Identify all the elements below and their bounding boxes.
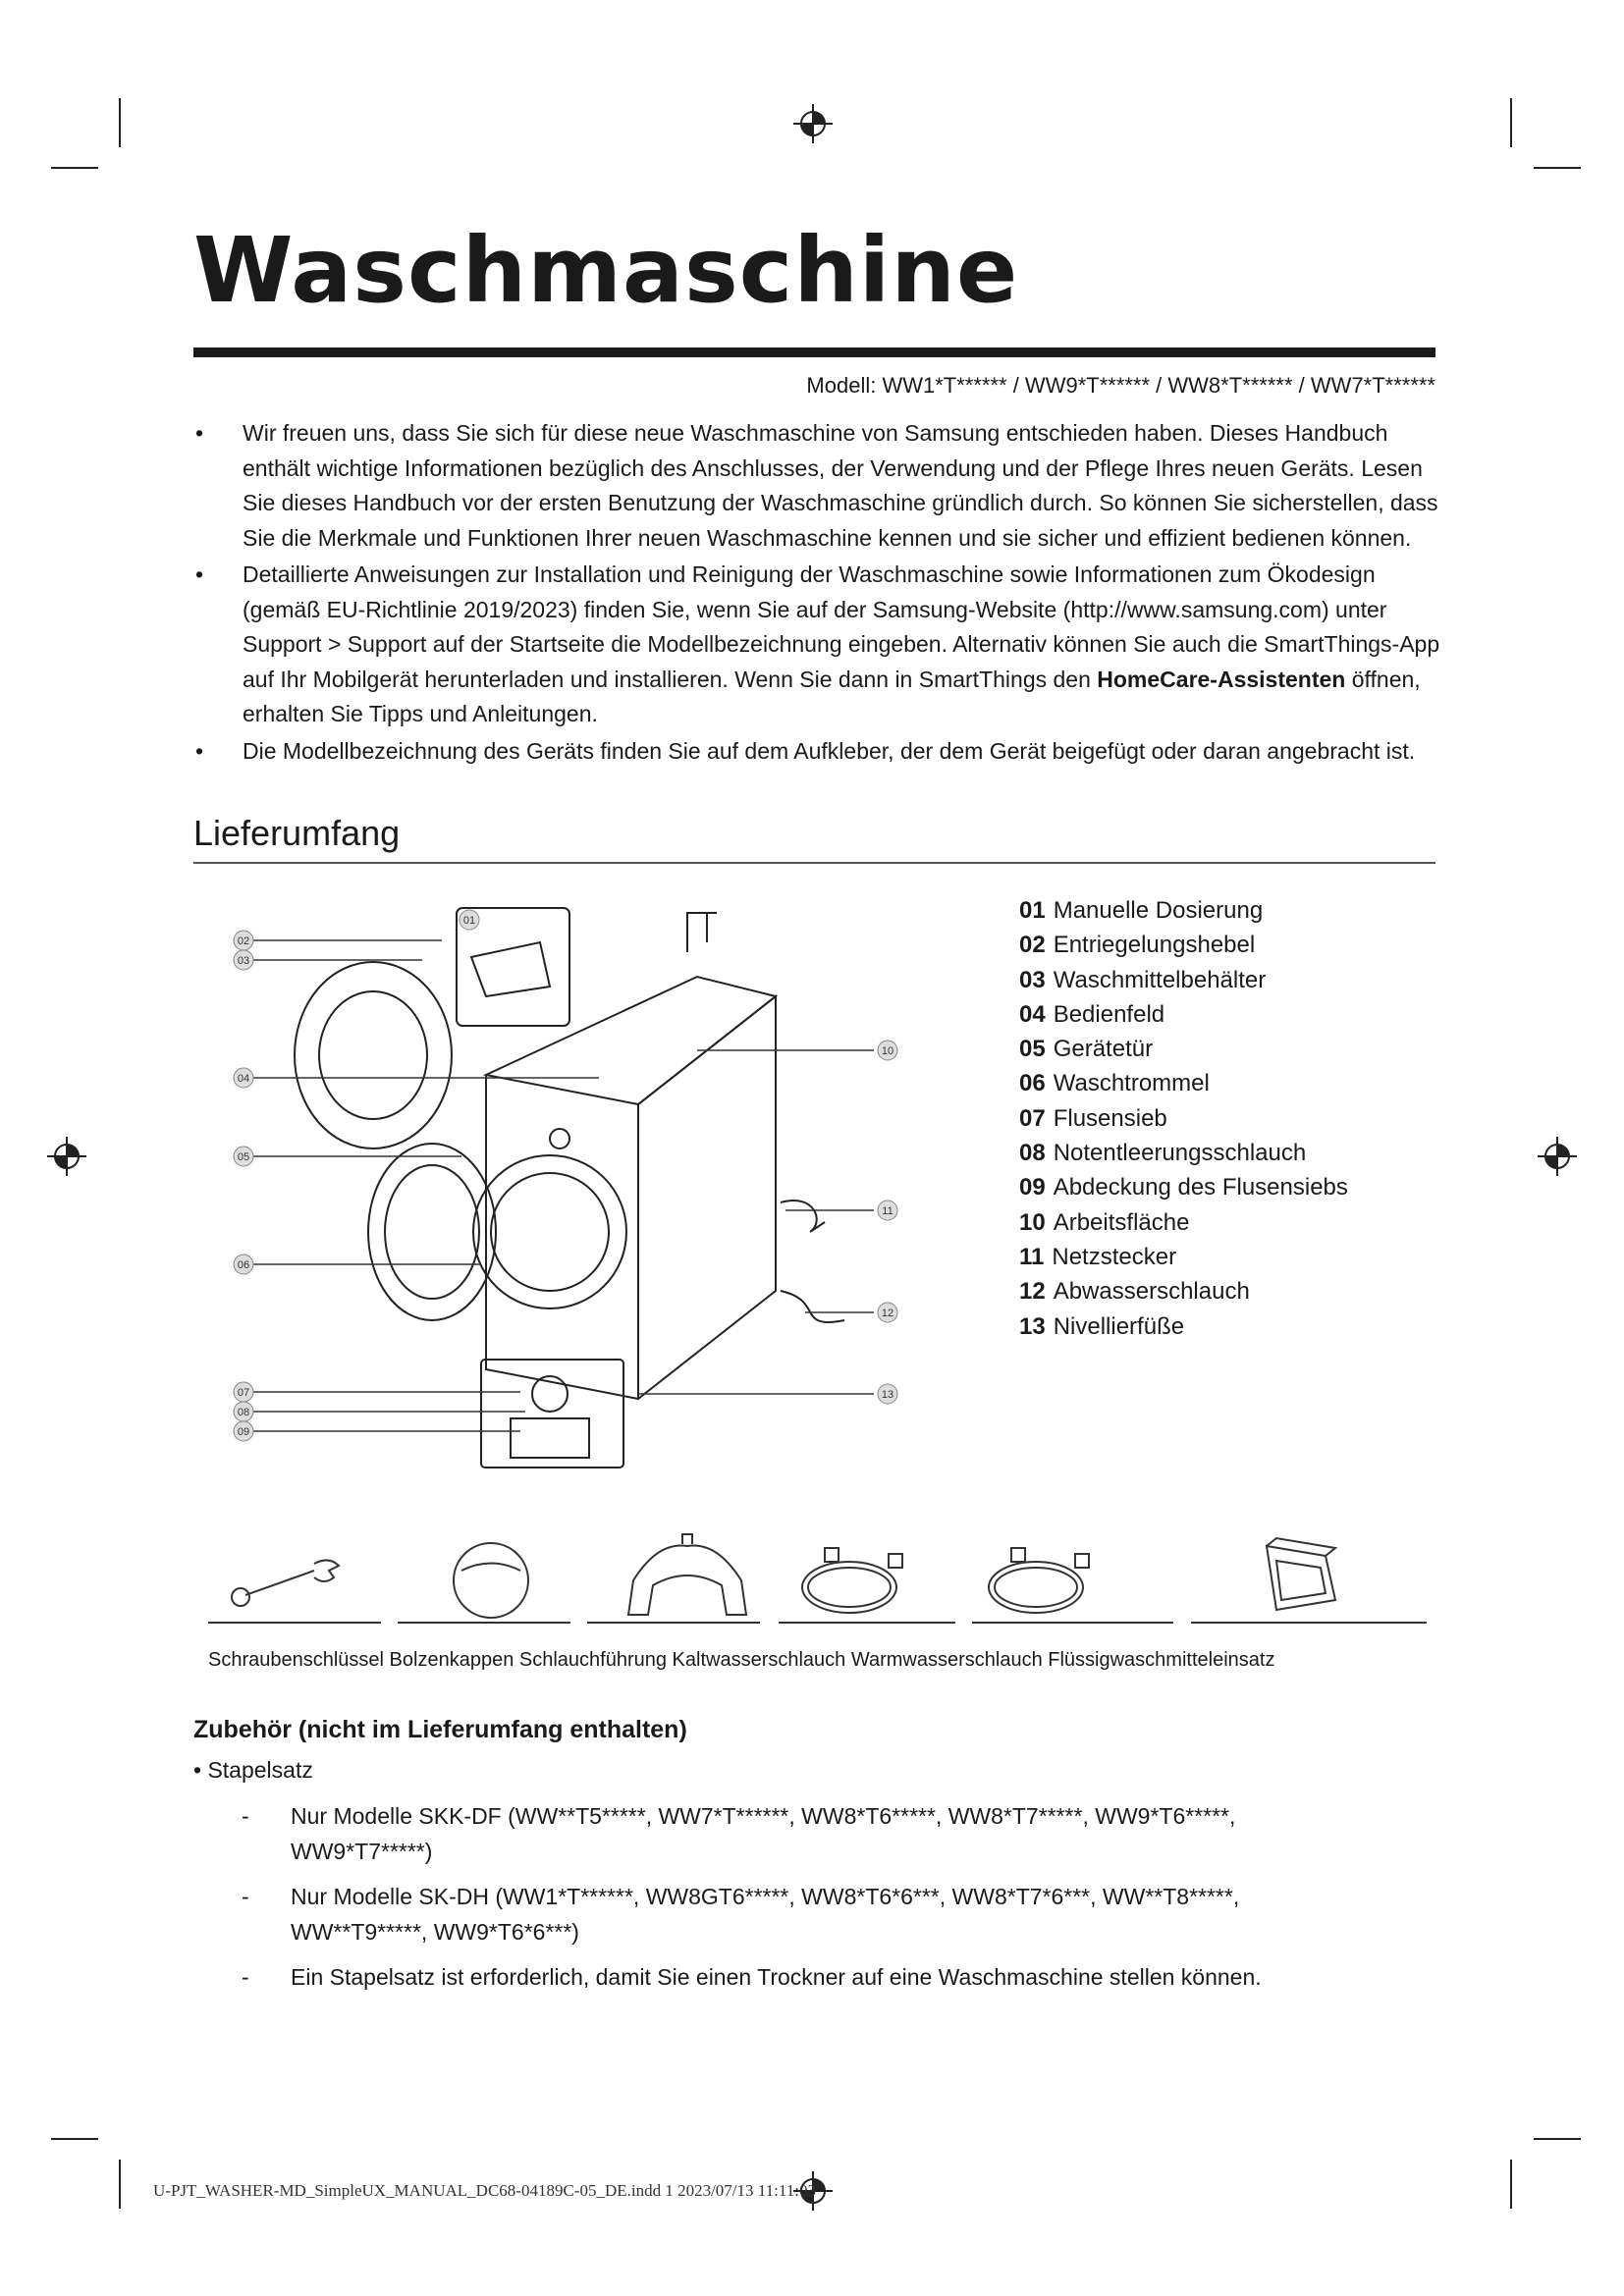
- intro-item: • Detaillierte Anweisungen zur Installation und Reinigung der Waschmaschine sowie Informationen zum Ökodesign (gemäß EU-Richtlinie 2019/2023) finden Sie, wenn Sie auf der Samsung-Website (http://www.samsung.com) unter Support > Support auf der Startseite die Modellbezeichnung eingeben. Alternativ können Sie auch die SmartThings-App auf Ihr Mobilgerät herunterladen und installieren. Wenn Sie dann in SmartThings den HomeCare-Assistenten öffnen, erhalten Sie Tipps und Anleitungen.: [193, 558, 1440, 732]
- parts-list: [1019, 893, 1348, 1344]
- registration-mark-icon: [1536, 1135, 1579, 1178]
- optional-accessories-title: Zubehör (nicht im Lieferumfang enthalten): [193, 1716, 687, 1743]
- liquid-detergent-insert-icon: [1267, 1538, 1335, 1610]
- callout-08: 08: [237, 1407, 250, 1418]
- parts-item: 01 Manuelle Dosierung: [1019, 897, 1264, 924]
- homecare-link-text: HomeCare-Assistenten: [1097, 666, 1346, 692]
- callout-09: 09: [237, 1426, 250, 1438]
- callout-02: 02: [237, 935, 250, 947]
- accessory-underline: [779, 1622, 955, 1624]
- stapelsatz-sublist: [236, 1798, 1355, 2004]
- callout-12: 12: [881, 1308, 894, 1319]
- parts-item: 10 Arbeitsfläche: [1019, 1208, 1190, 1236]
- hose-guide-icon: [628, 1534, 746, 1615]
- crop-mark: [1510, 2160, 1512, 2209]
- print-slug: U-PJT_WASHER-MD_SimpleUX_MANUAL_DC68-04189C-05_DE.indd 1 2023/07/13 11:11:03: [153, 2181, 816, 2200]
- callout-13: 13: [881, 1389, 894, 1401]
- stapelsatz-subitem: - Ein Stapelsatz ist erforderlich, damit Sie einen Trockner auf eine Waschmaschine stellen können.: [236, 1959, 1355, 1995]
- warm-water-hose-icon: [989, 1548, 1089, 1613]
- parts-item: 04 Bedienfeld: [1019, 1000, 1165, 1028]
- callout-07: 07: [237, 1387, 250, 1399]
- parts-item: 06 Waschtrommel: [1019, 1070, 1210, 1097]
- callout-04: 04: [237, 1073, 250, 1085]
- parts-item: 11 Netzstecker: [1019, 1243, 1177, 1270]
- callout-01: 01: [462, 915, 476, 927]
- parts-item: 08 Notentleerungsschlauch: [1019, 1140, 1307, 1167]
- crop-mark: [51, 2138, 98, 2140]
- callout-10: 10: [881, 1045, 894, 1057]
- stapelsatz-subitem: - Nur Modelle SK-DH (WW1*T******, WW8GT6*****, WW8*T6*6***, WW8*T7*6***, WW**T8*****, WW**T9*****, WW9*T6*6***): [236, 1879, 1355, 1949]
- stapelsatz-item: • Stapelsatz: [193, 1757, 313, 1783]
- registration-mark-icon: [791, 102, 835, 145]
- accessories-illustrations: [196, 1526, 1438, 1625]
- bolt-cap-icon: [454, 1543, 528, 1618]
- parts-item: 03 Waschmittelbehälter: [1019, 966, 1267, 993]
- callout-06: 06: [237, 1259, 250, 1271]
- parts-item: 07 Flusensieb: [1019, 1104, 1167, 1132]
- accessory-underline: [1191, 1622, 1427, 1624]
- page-title: Waschmaschine: [193, 218, 1019, 323]
- crop-mark: [51, 167, 98, 169]
- intro-item: • Die Modellbezeichnung des Geräts finden Sie auf dem Aufkleber, der dem Gerät beigefügt oder daran angebracht ist.: [193, 734, 1440, 770]
- callout-11: 11: [882, 1205, 893, 1217]
- title-rule: [193, 347, 1435, 357]
- intro-list: [193, 416, 1440, 771]
- callout-03: 03: [237, 955, 250, 967]
- accessory-underline: [208, 1622, 381, 1624]
- parts-item: 09 Abdeckung des Flusensiebs: [1019, 1174, 1348, 1201]
- washer-body: [486, 977, 776, 1104]
- parts-item: 02 Entriegelungshebel: [1019, 932, 1256, 959]
- crop-mark: [1534, 167, 1581, 169]
- parts-item: 05 Gerätetür: [1019, 1036, 1154, 1063]
- registration-mark-icon: [45, 1135, 88, 1178]
- section-title: Lieferumfang: [193, 813, 401, 853]
- crop-mark: [119, 2160, 121, 2209]
- intro-item: • Wir freuen uns, dass Sie sich für diese neue Waschmaschine von Samsung entschieden haben. Dieses Handbuch enthält wichtige Informationen bezüglich des Anschlusses, der Verwendung und der Pflege Ihres neuen Geräts. Lesen Sie dieses Handbuch vor der ersten Benutzung der Waschmaschine gründlich durch. So können Sie sicherstellen, dass Sie die Merkmale und Funktionen Ihrer neuen Waschmaschine kennen und sie sicher und effizient bedienen können.: [193, 416, 1440, 556]
- accessory-underline: [972, 1622, 1173, 1624]
- wrench-icon: [232, 1560, 339, 1606]
- stapelsatz-subitem: - Nur Modelle SKK-DF (WW**T5*****, WW7*T******, WW8*T6*****, WW8*T7*****, WW9*T6*****, WW9*T7*****): [236, 1798, 1355, 1869]
- section-rule: [193, 862, 1435, 864]
- parts-item: 13 Nivellierfüße: [1019, 1312, 1185, 1340]
- callout-05: 05: [237, 1151, 250, 1163]
- accessory-underline: [398, 1622, 570, 1624]
- cold-water-hose-icon: [802, 1548, 902, 1613]
- crop-mark: [1534, 2138, 1581, 2140]
- parts-item: 12 Abwasserschlauch: [1019, 1278, 1250, 1306]
- crop-mark: [1510, 98, 1512, 147]
- accessory-underline: [587, 1622, 760, 1624]
- accessories-labels: Schraubenschlüssel Bolzenkappen Schlauchführung Kaltwasserschlauch Warmwasserschlauch Flüssigwaschmitteleinsatz: [208, 1649, 1275, 1671]
- crop-mark: [119, 98, 121, 147]
- washer-diagram: [226, 898, 923, 1487]
- model-line: Modell: WW1*T****** / WW9*T****** / WW8*T****** / WW7*T******: [806, 373, 1435, 398]
